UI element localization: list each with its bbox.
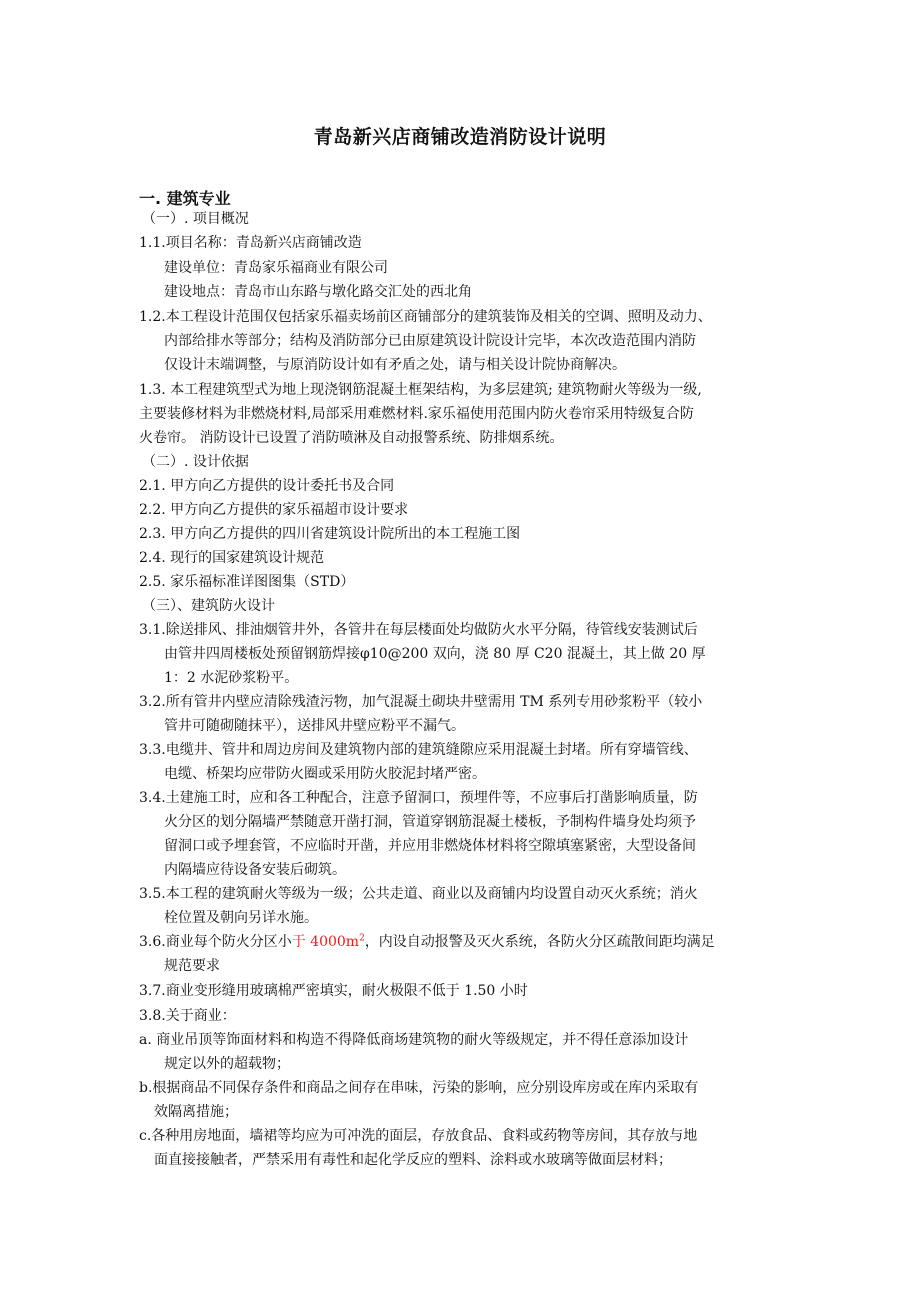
text-line: 火卷帘。 消防设计已设置了消防喷淋及自动报警系统、防排烟系统。	[139, 430, 564, 446]
text-line: 主要装修材料为非燃烧材料,局部采用难燃材料.家乐福使用范围内防火卷帘采用特级复合防	[139, 406, 694, 422]
subsection-heading: （二）. 设计依据	[142, 454, 249, 470]
text-line: 由管井四周楼板处预留钢筋焊接φ10@200 双向，浇 80 厚 C20 混凝土，其上做 20 厚	[164, 646, 706, 662]
text-line: 3.3.电缆井、管井和周边房间及建筑物内部的建筑缝隙应采用混凝土封堵。所有穿墙管线、	[139, 742, 698, 758]
text-line: 规定以外的超载物；	[164, 1056, 290, 1072]
text-line: 栓位置及朝向另详水施。	[164, 910, 318, 926]
text-line: 2.3. 甲方向乙方提供的四川省建筑设计院所出的本工程施工图	[139, 526, 521, 542]
text-line: a. 商业吊顶等饰面材料和构造不得降低商场建筑物的耐火等级规定，并不得任意添加设计	[139, 1032, 689, 1048]
text-line: b.根据商品不同保存条件和商品之间存在串味，污染的影响，应分别设库房或在库内采取有	[139, 1080, 699, 1096]
text-line: 3.8.关于商业：	[139, 1008, 236, 1024]
text-line: 3.5.本工程的建筑耐火等级为一级；公共走道、商业以及商铺内均设置自动灭火系统；消火	[139, 886, 698, 902]
text-line: 2.4. 现行的国家建筑设计规范	[139, 550, 325, 566]
text-line: 内部给排水等部分；结构及消防部分已由原建筑设计院设计完毕，本次改造范围内消防	[164, 333, 696, 349]
text-line: 3.7.商业变形缝用玻璃棉严密填实，耐火极限不低于 1.50 小时	[139, 983, 528, 999]
text-line: 2.2. 甲方向乙方提供的家乐福超市设计要求	[139, 502, 409, 518]
text-line: 建设单位：青岛家乐福商业有限公司	[164, 260, 388, 276]
text-line: 电缆、桥架均应带防火圈或采用防火胶泥封堵严密。	[164, 766, 486, 782]
text-line: 1：2 水泥砂浆粉平。	[164, 670, 299, 686]
text-line: 规范要求	[164, 958, 220, 974]
text-line: 建设地点：青岛市山东路与墩化路交汇处的西北角	[164, 284, 472, 300]
document-title: 青岛新兴店商铺改造消防设计说明	[313, 126, 607, 148]
text-line: 1.1.项目名称：青岛新兴店商铺改造	[139, 235, 362, 251]
text-line-area-limit: 3.6.商业每个防火分区小于 $4000m^2$，内设自动报警及灭火系统，各防火分区疏散间距均满足	[139, 933, 715, 950]
text-line: 3.2.所有管井内壁应清除残渣污物，加气混凝土砌块井壁需用 TM 系列专用砂浆粉平（较小	[139, 694, 703, 710]
highlight-area-value: 于 $4000m^2$	[291, 933, 365, 950]
text-line: 火分区的划分隔墙严禁随意开凿打洞，管道穿钢筋混凝土楼板，予制构件墙身处均须予	[164, 814, 696, 830]
text-line: 2.1. 甲方向乙方提供的设计委托书及合同	[139, 478, 395, 494]
text-line: 仅设计末端调整，与原消防设计如有矛盾之处，请与相关设计院协商解决。	[164, 357, 626, 373]
subsection-heading: （一）. 项目概况	[142, 211, 249, 227]
text-line: 效隔离措施；	[154, 1104, 238, 1120]
text-line: 3.4.土建施工时，应和各工种配合，注意予留洞口，预埋件等，不应事后打凿影响质量，防	[139, 790, 698, 806]
text-line: 3.1.除送排风、排油烟管井外，各管井在每层楼面处均做防火水平分隔，待管线安装测试后	[139, 622, 698, 638]
text-line: 管井可随砌随抹平），送排风井壁应粉平不漏气。	[164, 718, 465, 734]
section-heading-architecture: 一. 建筑专业	[139, 189, 231, 208]
text-line: 面直接接触者，严禁采用有毒性和起化学反应的塑料、涂料或水玻璃等做面层材料；	[154, 1152, 672, 1168]
text-line: 1.3. 本工程建筑型式为地上现浇钢筋混凝土框架结构，为多层建筑; 建筑物耐火等级为一级,	[139, 382, 702, 398]
subsection-heading: （三）、建筑防火设计	[142, 598, 275, 614]
text-line: 内隔墙应待设备安装后砌筑。	[164, 862, 346, 878]
text-line: c.各种用房地面，墙裙等均应为可冲洗的面层，存放食品、食料或药物等房间，其存放与地	[139, 1128, 698, 1144]
text-line: 1.2.本工程设计范围仅包括家乐福卖场前区商铺部分的建筑装饰及相关的空调、照明及动力、	[139, 309, 712, 325]
text-line: 2.5. 家乐福标准详图图集（STD）	[139, 574, 355, 590]
text-line: 留洞口或予埋套管，不应临时开凿，并应用非燃烧体材料将空隙填塞紧密，大型设备间	[164, 838, 696, 854]
